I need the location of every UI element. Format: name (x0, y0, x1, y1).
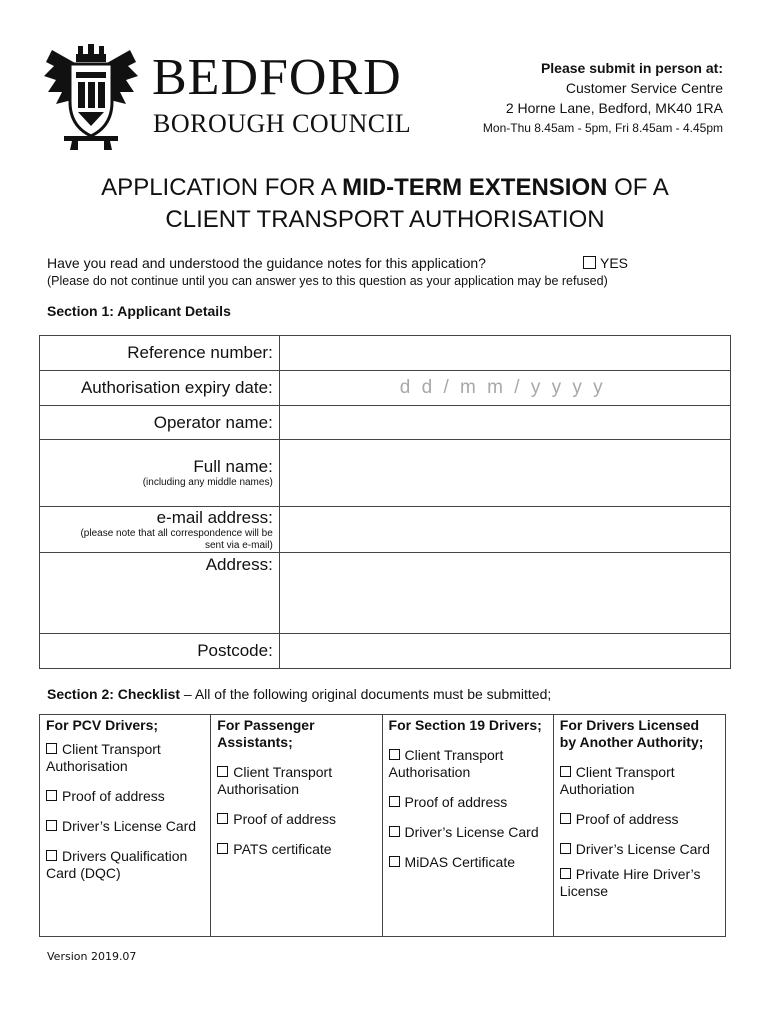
checkbox-icon (217, 766, 228, 777)
table-row (40, 507, 731, 553)
checkbox-icon (217, 843, 228, 854)
checklist-item[interactable] (560, 866, 719, 900)
coat-of-arms-icon (44, 42, 138, 150)
section2-heading (47, 686, 551, 702)
section2-heading-bold: Section 2: Checklist (47, 686, 181, 702)
email-field[interactable] (279, 507, 730, 553)
reference-number-label: Reference number: (40, 336, 280, 371)
checklist-item[interactable] (389, 824, 547, 841)
yes-label: YES (600, 255, 629, 271)
checkbox-icon (560, 766, 571, 777)
checklist-item[interactable] (46, 741, 204, 775)
checklist-item-label: Client Transport Authorisation (217, 764, 333, 797)
full-name-field[interactable] (279, 440, 730, 507)
reference-number-field[interactable] (279, 336, 730, 371)
full-name-label-text: Full name: (193, 457, 273, 476)
guidance-question-text: Have you read and understood the guidance notes for this application? (47, 255, 486, 271)
date-placeholder: d d / m m / y y y y (399, 377, 606, 398)
expiry-date-label: Authorisation expiry date: (40, 371, 280, 406)
checkbox-icon (560, 843, 571, 854)
operator-name-label: Operator name: (40, 406, 280, 440)
checklist-item[interactable] (217, 764, 375, 798)
checkbox-icon (389, 796, 400, 807)
email-label (40, 507, 280, 553)
checklist-item-label: Client Transport Authorisation (46, 741, 161, 774)
checklist-column-pcv (40, 715, 211, 937)
table-row (40, 336, 731, 371)
expiry-date-field[interactable] (279, 371, 730, 406)
checklist-item[interactable] (560, 841, 719, 858)
checklist-item-label: PATS certificate (233, 841, 332, 857)
title-line2: CLIENT TRANSPORT AUTHORISATION (165, 206, 605, 233)
version-label: Version 2019.07 (47, 950, 137, 963)
title-part: APPLICATION FOR A (101, 174, 343, 201)
checkbox-icon (46, 850, 57, 861)
column-title: For PCV Drivers; (46, 717, 159, 733)
checklist-item-label: Driver’s License Card (404, 824, 539, 840)
checklist-item[interactable] (46, 788, 204, 805)
checkbox-icon (389, 856, 400, 867)
column-title: For Section 19 Drivers; (388, 717, 542, 733)
table-row (40, 553, 731, 634)
applicant-details-table (39, 335, 731, 669)
checklist-item-label: MiDAS Certificate (404, 854, 515, 870)
table-row (40, 371, 731, 406)
email-label-text: e-mail address: (156, 507, 273, 527)
checkbox-icon (560, 813, 571, 824)
contact-title: Please submit in person at: (540, 60, 723, 76)
column-title: For Drivers Licensed by Another Authority; (559, 717, 704, 750)
contact-line: 2 Horne Lane, Bedford, MK40 1RA (505, 100, 723, 116)
checkbox-icon (583, 256, 596, 269)
checkbox-icon (389, 749, 400, 760)
checklist-item[interactable] (217, 811, 375, 828)
email-note: (please note that all correspondence will be sent via e-mail) (80, 527, 273, 551)
logo-subtitle: BOROUGH COUNCIL (153, 109, 412, 138)
checklist-item-label: Private Hire Driver’s License (559, 866, 701, 899)
checkbox-icon (46, 820, 57, 831)
opening-hours: Mon-Thu 8.45am - 5pm, Fri 8.45am - 4.45pm (482, 121, 723, 135)
guidance-question (47, 254, 727, 290)
checkbox-icon (560, 868, 571, 879)
full-name-label (40, 440, 280, 507)
operator-name-field[interactable] (279, 406, 730, 440)
column-title: For Passenger Assistants; (217, 717, 315, 750)
guidance-note: (Please do not continue until you can answer yes to this question as your application may be refused) (47, 274, 608, 288)
documents-checklist-table (39, 714, 726, 937)
section1-heading: Section 1: Applicant Details (47, 303, 231, 319)
postcode-label: Postcode: (40, 634, 280, 669)
logo-wordmark: BEDFORD (152, 49, 402, 106)
checklist-item[interactable] (560, 811, 719, 828)
table-row (40, 406, 731, 440)
postcode-field[interactable] (279, 634, 730, 669)
checklist-item-label: Driver’s License Card (575, 841, 710, 857)
checklist-item-label: Client Transport Authoriation (559, 764, 675, 797)
contact-line: Customer Service Centre (565, 80, 723, 96)
title-emphasis: MID-TERM EXTENSION (342, 174, 608, 201)
checklist-item[interactable] (389, 794, 547, 811)
contact-block (483, 58, 723, 138)
checklist-item-label: Driver’s License Card (62, 818, 197, 834)
checklist-item-label: Proof of address (575, 811, 679, 827)
checklist-item[interactable] (389, 747, 547, 781)
address-label: Address: (40, 553, 280, 634)
checklist-item[interactable] (560, 764, 719, 798)
checklist-item[interactable] (389, 854, 547, 871)
address-field[interactable] (279, 553, 730, 634)
checklist-item[interactable] (46, 818, 204, 835)
page-title (40, 172, 730, 236)
checklist-item-label: Client Transport Authorisation (388, 747, 504, 780)
checklist-item[interactable] (217, 841, 375, 858)
yes-checkbox[interactable] (583, 254, 628, 272)
checkbox-icon (217, 813, 228, 824)
checklist-column-section19 (382, 715, 553, 937)
checkbox-icon (389, 826, 400, 837)
checklist-column-passenger-assistants (211, 715, 382, 937)
table-row (40, 634, 731, 669)
checklist-item-label: Proof of address (404, 794, 508, 810)
checklist-item[interactable] (46, 848, 204, 882)
section2-heading-rest: – All of the following original documents must be submitted; (180, 686, 552, 702)
table-row (40, 715, 726, 937)
table-row (40, 440, 731, 507)
checkbox-icon (46, 790, 57, 801)
checklist-item-label: Proof of address (62, 788, 165, 804)
full-name-note: (including any middle names) (142, 477, 273, 488)
checklist-item-label: Proof of address (233, 811, 336, 827)
checklist-column-other-authority (553, 715, 725, 937)
checklist-item-label: Drivers Qualification Card (DQC) (46, 848, 188, 881)
checkbox-icon (46, 743, 57, 754)
title-part: OF A (607, 174, 669, 201)
